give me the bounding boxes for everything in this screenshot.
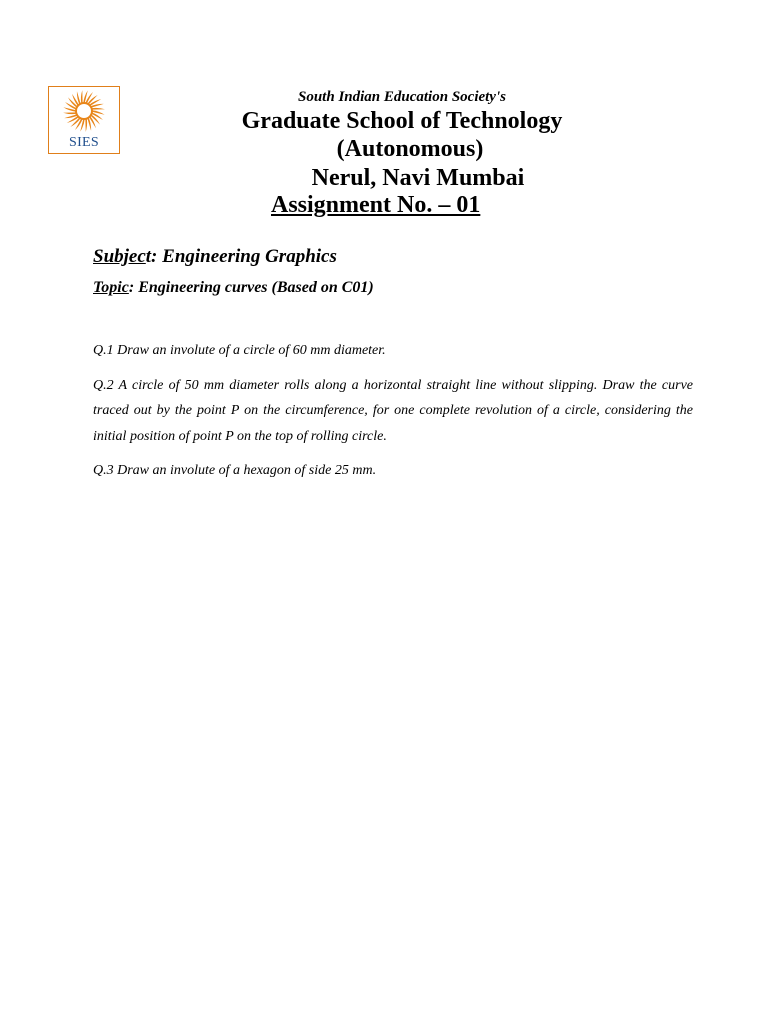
subject-value: Engineering Graphics bbox=[162, 246, 337, 267]
question-2: Q.2 A circle of 50 mm diameter rolls along a horizontal straight line without slipping. Draw the curve traced out by the point P on the circumference, for one complete revolution of a circle, considering the initial position of point P on the top of rolling circle. bbox=[93, 377, 693, 444]
topic-line bbox=[93, 278, 374, 298]
subject-label-rest: t: bbox=[145, 246, 163, 267]
question-1: Q.1 Draw an involute of a circle of 60 mm diameter. bbox=[93, 343, 386, 358]
school-name: Graduate School of Technology bbox=[241, 108, 563, 134]
society-name: South Indian Education Society's bbox=[298, 89, 506, 105]
autonomous-label: (Autonomous) bbox=[336, 136, 484, 162]
subject-line bbox=[93, 245, 337, 269]
location-label: Nerul, Navi Mumbai bbox=[311, 165, 525, 191]
assignment-title: Assignment No. – 01 bbox=[271, 192, 481, 218]
topic-label: Topic bbox=[93, 279, 129, 296]
topic-value: : Engineering curves (Based on C01) bbox=[128, 279, 374, 296]
logo-text: SIES bbox=[69, 135, 99, 150]
question-3: Q.3 Draw an involute of a hexagon of side 25 mm. bbox=[93, 463, 377, 478]
subject-label-underlined: Subjec bbox=[93, 246, 146, 267]
question-list bbox=[93, 338, 693, 493]
